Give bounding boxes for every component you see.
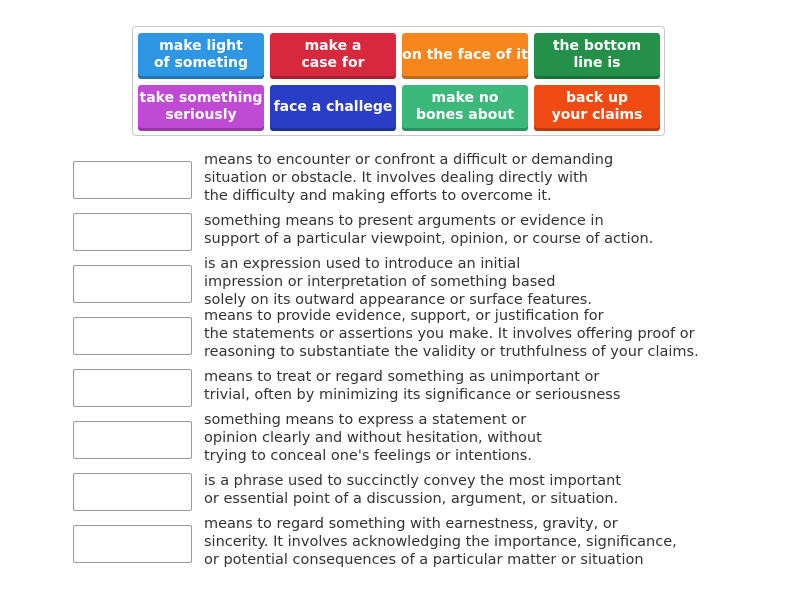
definition-1: means to encounter or confront a difficult or demanding situation or obstacle. It involves dealing directly with the difficulty and making efforts to overcome it. <box>204 152 614 204</box>
tile-back-up-your-claims[interactable]: back up your claims <box>534 85 660 131</box>
definition-7: is a phrase used to succinctly convey the most important or essential point of a discussion, argument, or situation. <box>204 473 622 507</box>
tile-make-light-of-something[interactable]: make light of someting <box>138 33 264 79</box>
drop-zone-6[interactable] <box>73 421 192 459</box>
definition-3: is an expression used to introduce an initial impression or interpretation of something based solely on its outward appearance or surface features. <box>204 256 592 308</box>
tile-make-no-bones-about[interactable]: make no bones about <box>402 85 528 131</box>
definition-8: means to regard something with earnestness, gravity, or sincerity. It involves acknowledging the importance, significance, or potential consequences of a particular matter or situation <box>204 516 677 568</box>
drop-zone-2[interactable] <box>73 213 192 251</box>
tile-the-bottom-line-is[interactable]: the bottom line is <box>534 33 660 79</box>
tile-take-something-seriously[interactable]: take something seriously <box>138 85 264 131</box>
drop-zone-8[interactable] <box>73 525 192 563</box>
tile-make-a-case-for[interactable]: make a case for <box>270 33 396 79</box>
tile-face-a-challenge[interactable]: face a challege <box>270 85 396 131</box>
drop-zone-4[interactable] <box>73 317 192 355</box>
definition-5: means to treat or regard something as unimportant or trivial, often by minimizing its significance or seriousness <box>204 369 621 403</box>
definition-6: something means to express a statement or opinion clearly and without hesitation, without trying to conceal one's feelings or intentions. <box>204 412 542 464</box>
definition-4: means to provide evidence, support, or justification for the statements or assertions you make. It involves offering proof or reasoning to substantiate the validity or truthfulness of your claims. <box>204 308 699 360</box>
drop-zone-1[interactable] <box>73 161 192 199</box>
drop-zone-5[interactable] <box>73 369 192 407</box>
tile-on-the-face-of-it[interactable]: on the face of it <box>402 33 528 79</box>
answer-tile-bank <box>132 26 665 136</box>
definition-2: something means to present arguments or evidence in support of a particular viewpoint, opinion, or course of action. <box>204 213 654 247</box>
drop-zone-7[interactable] <box>73 473 192 511</box>
drop-zone-3[interactable] <box>73 265 192 303</box>
